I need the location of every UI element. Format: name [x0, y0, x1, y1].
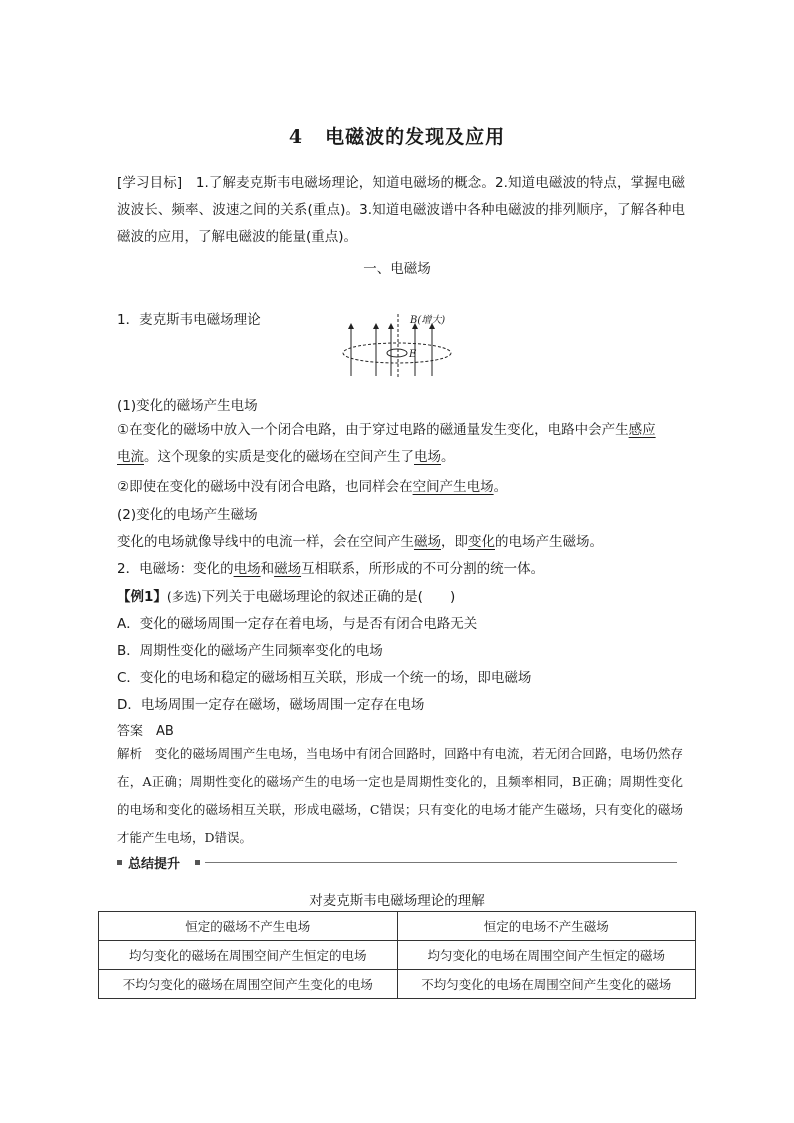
label-b-increasing: B(增大): [410, 315, 446, 326]
example-type: (多选): [166, 589, 202, 604]
table-row: [99, 970, 696, 999]
title-text: 电磁波的发现及应用: [325, 126, 506, 148]
item-maxwell-theory: 1．麦克斯韦电磁场理论: [117, 312, 261, 328]
table-cell: 不均匀变化的电场在周围空间产生变化的磁场: [397, 970, 696, 999]
summary-bar: [117, 853, 677, 873]
title-number: 4: [288, 126, 304, 148]
blank-space-electric-field: 空间产生电场: [412, 479, 494, 495]
option-d: D．电场周围一定存在磁场，磁场周围一定存在电场: [117, 697, 425, 713]
label-e: E: [409, 349, 417, 360]
option-a: A．变化的磁场周围一定存在着电场，与是否有闭合电路无关: [117, 616, 478, 632]
blank-field-e: 电场: [233, 561, 261, 577]
table-row: [99, 912, 696, 941]
example-tag: 【例1】: [117, 589, 167, 605]
paragraph-no-circuit: ②即使在变化的磁场中没有闭合电路，也同样会在空间产生电场。: [117, 479, 508, 495]
section-heading-electromagnetic-field: 一、电磁场: [363, 261, 431, 277]
summary-label: 总结提升: [128, 857, 181, 872]
subheading-changing-electric-field: (2)变化的电场产生磁场: [117, 507, 258, 523]
table-cell: 均匀变化的电场在周围空间产生恒定的磁场: [397, 941, 696, 970]
bullet-square-icon: [117, 860, 122, 865]
bullet-square-icon: [195, 860, 200, 865]
table-cell: 恒定的电场不产生磁场: [397, 912, 696, 941]
blank-current: 电流: [117, 449, 144, 465]
field-lines: [351, 326, 432, 376]
summary-table: [98, 911, 696, 999]
blank-electric-field: 电场: [414, 449, 441, 465]
summary-rule: [205, 862, 677, 863]
subheading-changing-magnetic-field: (1)变化的磁场产生电场: [117, 398, 258, 414]
item-electromagnetic-field-definition: 2．电磁场：变化的电场和磁场互相联系，所形成的不可分割的统一体。: [117, 561, 545, 577]
blank-induction: 感应: [628, 422, 656, 438]
table-cell: 均匀变化的磁场在周围空间产生恒定的电场: [99, 941, 398, 970]
learning-goals: [学习目标] 1.了解麦克斯韦电磁场理论，知道电磁场的概念。2.知道电磁波的特点，掌握电磁波波长、频率、波速之间的关系(重点)。3.知道电磁波谱中各种电磁波的排列顺序，了解各种电磁波的应用，了解电磁波的能量(重点)。: [117, 175, 685, 245]
answer-label: 答案: [117, 724, 144, 739]
page-title: [0, 122, 794, 149]
paragraph-induction: ①在变化的磁场中放入一个闭合电路，由于穿过电路的磁通量发生变化，电路中会产生感应 电流。这个现象的实质是变化的磁场在空间产生了电场。: [117, 422, 656, 465]
outer-dashed-loop: [343, 343, 451, 363]
example-stem: 【例1】(多选)下列关于电磁场理论的叙述正确的是( ): [117, 589, 456, 605]
table-title: 对麦克斯韦电磁场理论的理解: [309, 893, 485, 909]
magnetic-field-figure: [335, 312, 460, 380]
analysis-paragraph: 解析 变化的磁场周围产生电场，当电场中有闭合回路时，回路中有电流，若无闭合回路，电场仍然存在，A正确；周期性变化的磁场产生的电场一定也是周期性变化的，且频率相同，B正确；周期性变化的电场和变化的磁场相互关联，形成电磁场，C错误；只有变化的电场才能产生磁场，只有变化的磁场才能产生电场，D错误。: [117, 746, 683, 845]
table-row: [99, 941, 696, 970]
answer-line: [117, 720, 174, 739]
blank-field-b: 磁场: [274, 561, 302, 577]
table-cell: 恒定的磁场不产生电场: [99, 912, 398, 941]
answer-value: AB: [156, 724, 174, 739]
option-c: C．变化的电场和稳定的磁场相互关联，形成一个统一的场，即电磁场: [117, 670, 532, 686]
blank-changing: 变化: [468, 534, 495, 550]
inner-electric-loop: [387, 349, 407, 357]
blank-magnetic-field: 磁场: [414, 534, 441, 550]
option-b: B．周期性变化的磁场产生同频率变化的电场: [117, 643, 383, 659]
paragraph-electric-to-magnetic: 变化的电场就像导线中的电流一样，会在空间产生磁场，即变化的电场产生磁场。: [117, 534, 603, 550]
analysis-label: 解析: [117, 746, 143, 761]
table-cell: 不均匀变化的磁场在周围空间产生变化的电场: [99, 970, 398, 999]
